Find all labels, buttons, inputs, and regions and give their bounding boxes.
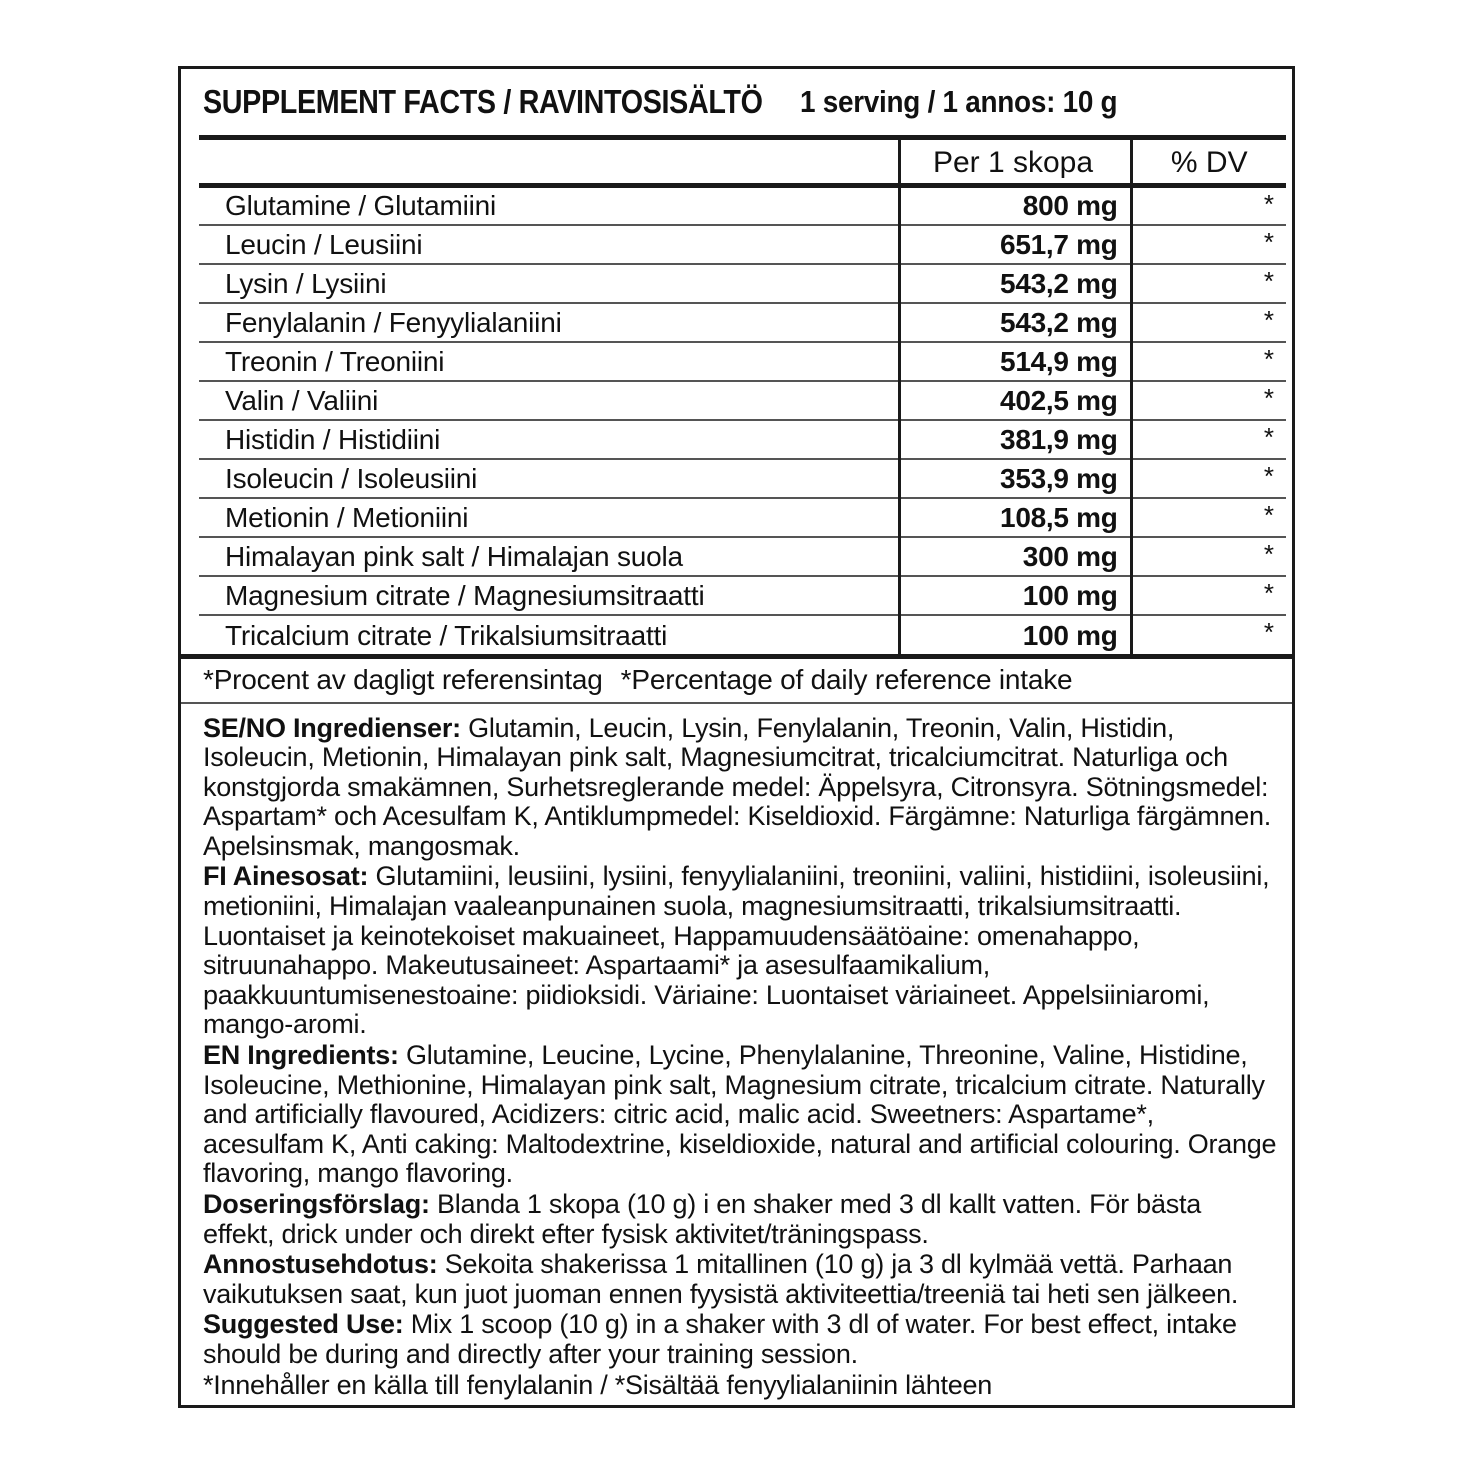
table-row — [199, 303, 1286, 342]
footnote-sv: *Procent av dagligt referensintag — [203, 663, 603, 695]
en-lead: EN Ingredients: — [203, 1040, 399, 1071]
nutrient-name: Magnesium citrate / Magnesiumsitraatti — [199, 576, 899, 615]
facts-table-wrapper — [181, 135, 1292, 654]
column-header-amount: Per 1 skopa — [899, 138, 1131, 186]
nutrient-name: Himalayan pink salt / Himalajan suola — [199, 537, 899, 576]
phenylalanine-warning: *Innehåller en källa till fenylalanin / *Sisältää fenyylialaniinin lähteen — [203, 1369, 993, 1400]
label-title-row — [181, 69, 1292, 135]
nutrient-daily-value: * — [1131, 420, 1286, 459]
table-row — [199, 615, 1286, 654]
nutrient-name: Lysin / Lysiini — [199, 264, 899, 303]
nutrient-daily-value: * — [1131, 186, 1286, 225]
nutrient-name: Treonin / Treoniini — [199, 342, 899, 381]
fi-lead: FI Ainesosat: — [203, 861, 369, 892]
nutrient-daily-value: * — [1131, 381, 1286, 420]
table-row — [199, 459, 1286, 498]
suggested-use-lead: Suggested Use: — [203, 1309, 404, 1340]
table-row — [199, 420, 1286, 459]
paragraph-se-no — [203, 714, 1278, 862]
paragraph-fi — [203, 862, 1278, 1040]
table-row — [199, 381, 1286, 420]
nutrient-daily-value: * — [1131, 537, 1286, 576]
nutrient-name: Valin / Valiini — [199, 381, 899, 420]
nutrient-amount: 514,9 mg — [899, 342, 1131, 381]
nutrient-amount: 108,5 mg — [899, 498, 1131, 537]
se-no-body: Glutamin, Leucin, Lysin, Fenylalanin, Treonin, Valin, Histidin, Isoleucin, Metionin, Himalayan pink salt, Magnesiumcitrat, tricalciumcitrat. Naturliga och konstgjorda smakämnen, Surhetsreglerande medel: Äppelsyra, Citronsyra. Sötningsmedel: Aspartam* och Acesulfam K, Antiklumpmedel: Kiseldioxid. Färgämne: Naturliga färgämnen. Apelsinsmak, mangosmak. — [203, 712, 1272, 861]
nutrient-daily-value: * — [1131, 576, 1286, 615]
nutrient-amount: 100 mg — [899, 615, 1131, 654]
nutrient-name: Metionin / Metioniini — [199, 498, 899, 537]
se-no-lead: SE/NO Ingredienser: — [203, 712, 461, 743]
footnote-en: *Percentage of daily reference intake — [620, 663, 1073, 695]
suggested-use-body: Mix 1 scoop (10 g) in a shaker with 3 dl of water. For best effect, intake should be during and directly after your training session. — [203, 1309, 1237, 1369]
ingredients-and-usage — [181, 704, 1292, 1401]
paragraph-annostus — [203, 1250, 1278, 1309]
table-row — [199, 186, 1286, 225]
nutrient-name: Fenylalanin / Fenyylialaniini — [199, 303, 899, 342]
nutrient-daily-value: * — [1131, 498, 1286, 537]
serving-size-text: 1 serving / 1 annos: 10 g — [800, 84, 1118, 119]
daily-value-footnote — [181, 654, 1292, 704]
supplement-facts-panel — [178, 66, 1295, 1408]
table-row — [199, 342, 1286, 381]
page-title: SUPPLEMENT FACTS / RAVINTOSISÄLTÖ — [203, 83, 763, 120]
en-body: Glutamine, Leucine, Lycine, Phenylalanine, Threonine, Valine, Histidine, Isoleucine, Methionine, Himalayan pink salt, Magnesium citrate, tricalcium citrate. Naturally and artificially flavoured, Acidizers: citric acid, malic acid. Sweetners: Aspartame*, acesulfam K, Anti caking: Maltodextrine, kiseldioxide, natural and artificial colouring. Orange flavoring, mango flavoring. — [203, 1040, 1277, 1189]
table-header-row — [199, 138, 1286, 186]
table-row — [199, 225, 1286, 264]
column-header-name — [199, 138, 899, 186]
nutrient-amount: 300 mg — [899, 537, 1131, 576]
table-row — [199, 576, 1286, 615]
nutrient-amount: 543,2 mg — [899, 303, 1131, 342]
nutrient-daily-value: * — [1131, 303, 1286, 342]
nutrient-amount: 402,5 mg — [899, 381, 1131, 420]
table-row — [199, 264, 1286, 303]
nutrient-name: Isoleucin / Isoleusiini — [199, 459, 899, 498]
table-row — [199, 498, 1286, 537]
paragraph-suggested-use — [203, 1310, 1278, 1369]
paragraph-dosering — [203, 1190, 1278, 1249]
nutrient-daily-value: * — [1131, 615, 1286, 654]
nutrient-daily-value: * — [1131, 264, 1286, 303]
nutrient-amount: 651,7 mg — [899, 225, 1131, 264]
column-header-dv: % DV — [1131, 138, 1286, 186]
nutrient-daily-value: * — [1131, 342, 1286, 381]
nutrient-amount: 800 mg — [899, 186, 1131, 225]
nutrient-name: Glutamine / Glutamiini — [199, 186, 899, 225]
nutrient-name: Histidin / Histidiini — [199, 420, 899, 459]
annostus-lead: Annostusehdotus: — [203, 1249, 438, 1280]
fi-body: Glutamiini, leusiini, lysiini, fenyylialaniini, treoniini, valiini, histidiini, isoleusiini, metioniini, Himalajan vaaleanpunainen suola, magnesiumsitraatti, trikalsiumsitraatti. Luontaiset ja keinotekoiset makuaineet, Happamuudensäätöaine: omenahappo, sitruunahappo. Makeutusaineet: Aspartaami* ja asesulfaamikalium, paakkuuntumisenestoaine: piidioksidi. Väriaine: Luontaiset väriaineet. Appelsiiniaromi, mango-aromi. — [203, 861, 1270, 1040]
table-row — [199, 537, 1286, 576]
dosering-body: Blanda 1 skopa (10 g) i en shaker med 3 dl kallt vatten. För bästa effekt, drick under och direkt efter fysisk aktivitet/träningspass. — [203, 1189, 1201, 1249]
nutrient-amount: 353,9 mg — [899, 459, 1131, 498]
paragraph-en — [203, 1041, 1278, 1189]
nutrient-amount: 381,9 mg — [899, 420, 1131, 459]
dosering-lead: Doseringsförslag: — [203, 1189, 430, 1219]
nutrient-name: Leucin / Leusiini — [199, 225, 899, 264]
nutrient-amount: 543,2 mg — [899, 264, 1131, 303]
nutrient-daily-value: * — [1131, 459, 1286, 498]
nutrient-daily-value: * — [1131, 225, 1286, 264]
annostus-body: Sekoita shakerissa 1 mitallinen (10 g) ja 3 dl kylmää vettä. Parhaan vaikutuksen saat, kun juot juoman ennen fyysistä aktiviteettia/treeniä tai heti sen jälkeen. — [203, 1249, 1239, 1309]
supplement-facts-table — [199, 135, 1286, 654]
nutrient-name: Tricalcium citrate / Trikalsiumsitraatti — [199, 615, 899, 654]
nutrient-amount: 100 mg — [899, 576, 1131, 615]
